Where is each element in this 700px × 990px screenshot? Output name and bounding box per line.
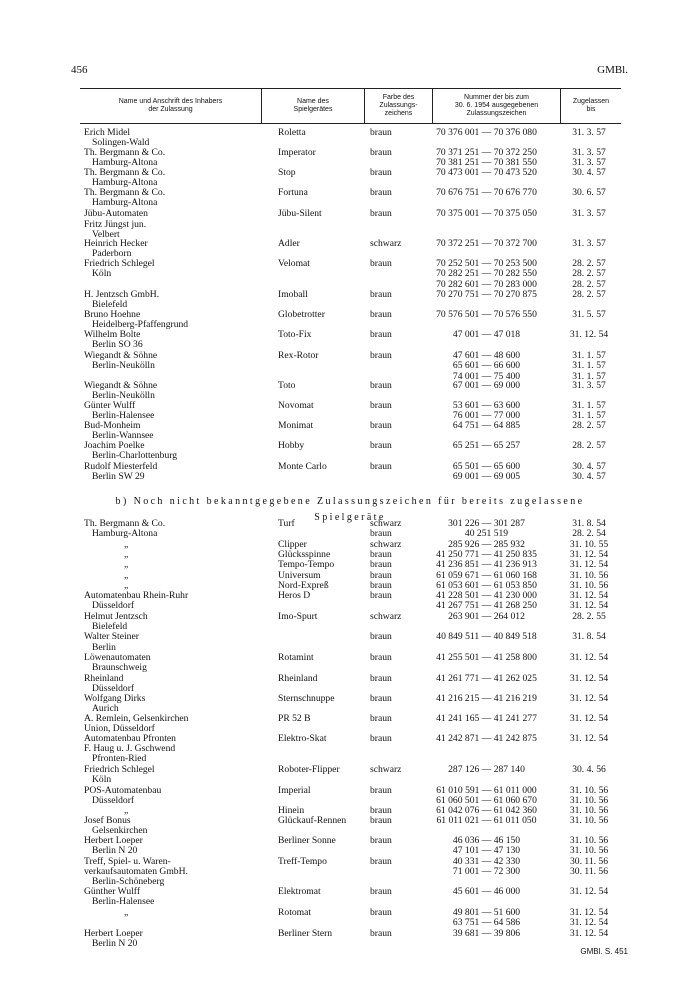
badge-color: braun	[370, 400, 392, 411]
badge-color: braun	[370, 673, 392, 684]
holder-address: Gelsenkirchen	[92, 825, 148, 836]
badge-color: braun	[370, 713, 392, 724]
badge-color: braun	[370, 208, 392, 219]
journal-abbreviation: GMBl.	[597, 64, 628, 76]
device-name: Fortuna	[278, 187, 308, 198]
holder-address: Berlin N 20	[92, 938, 138, 949]
device-name: Stop	[278, 167, 296, 178]
badge-color: braun	[370, 928, 392, 939]
valid-until: 31. 5. 57	[572, 309, 606, 320]
badge-color: braun	[370, 559, 392, 570]
device-name: PR 52 B	[278, 713, 311, 724]
badge-numbers: 70 375 001 — 70 375 050	[436, 208, 537, 219]
valid-until: 31. 3. 57	[572, 147, 606, 158]
valid-until: 30. 4. 56	[572, 764, 606, 775]
valid-until: 30. 6. 57	[572, 187, 606, 198]
device-name: Universum	[278, 570, 321, 581]
ditto-mark: „	[124, 570, 129, 581]
holder-name: F. Haug u. J. Gschwend	[84, 743, 176, 754]
badge-numbers: 65 501 — 65 600	[452, 461, 521, 472]
valid-until: 31. 12. 54	[569, 549, 609, 560]
badge-color: schwarz	[370, 764, 402, 775]
valid-until: 31. 3. 57	[572, 127, 606, 138]
valid-until: 31. 3. 57	[572, 238, 606, 249]
badge-numbers: 41 261 771 — 41 262 025	[436, 673, 537, 684]
holder-name: Th. Bergmann & Co.	[84, 167, 166, 178]
holder-address: Hamburg-Altona	[92, 177, 158, 188]
holder-name: Herbert Loeper	[84, 928, 143, 939]
badge-numbers: 41 267 751 — 41 268 250	[436, 600, 537, 611]
page-number: 456	[71, 64, 88, 76]
badge-numbers: 64 751 — 64 885	[452, 420, 521, 431]
device-name: Rotamint	[278, 652, 314, 663]
valid-until: 31. 12. 54	[569, 652, 609, 663]
ditto-mark: „	[124, 805, 129, 816]
badge-color: braun	[370, 549, 392, 560]
badge-numbers: 47 601 — 48 600	[452, 350, 521, 361]
valid-until: 31. 1. 57	[572, 350, 606, 361]
holder-address: Berlin SO 36	[92, 339, 143, 350]
device-name: Rex-Rotor	[278, 350, 319, 361]
valid-until: 31. 10. 56	[569, 580, 609, 591]
holder-name: Wilhelm Bolte	[84, 329, 141, 340]
holder-address: Düsseldorf	[92, 600, 135, 611]
badge-numbers: 61 011 021 — 61 011 050	[436, 815, 537, 826]
badge-numbers: 70 252 501 — 70 253 500	[436, 258, 537, 269]
badge-numbers: 41 216 215 — 41 216 219	[436, 693, 537, 704]
holder-name: Rudolf Miesterfeld	[84, 461, 158, 472]
badge-numbers: 47 001 — 47 018	[452, 329, 521, 340]
device-name: Velomat	[278, 258, 310, 269]
device-name: Monte Carlo	[278, 461, 327, 472]
device-name: Sternschnuppe	[278, 693, 335, 704]
badge-color: braun	[370, 258, 392, 269]
badge-numbers: 70 372 251 — 70 372 700	[436, 238, 537, 249]
badge-color: braun	[370, 785, 392, 796]
valid-until: 28. 2. 57	[572, 420, 606, 431]
badge-numbers: 65 251 — 65 257	[452, 440, 521, 451]
valid-until: 31. 10. 56	[569, 815, 609, 826]
device-name: Elektromat	[278, 886, 321, 897]
valid-until: 31. 12. 54	[569, 907, 609, 918]
valid-until: 31. 10. 56	[569, 785, 609, 796]
holder-address: Berlin-Halensee	[92, 410, 155, 421]
badge-color: braun	[370, 570, 392, 581]
table-header	[80, 88, 621, 124]
valid-until: 28. 2. 57	[572, 268, 606, 279]
holder-address: Bielefeld	[92, 621, 128, 632]
valid-until: 31. 3. 57	[572, 157, 606, 168]
holder-name: Herbert Loeper	[84, 835, 143, 846]
badge-numbers: 61 059 671 — 61 060 168	[436, 570, 537, 581]
holder-name: Friedrich Schlegel	[84, 258, 155, 269]
valid-until: 31. 3. 57	[572, 380, 606, 391]
holder-address: Velbert	[92, 229, 120, 240]
holder-name: Jübu-Automaten	[84, 208, 148, 219]
badge-numbers: 41 241 165 — 41 241 277	[436, 713, 537, 724]
valid-until: 30. 11. 56	[569, 856, 609, 867]
holder-name: verkaufsautomaten GmbH.	[84, 866, 188, 877]
holder-address: Aurich	[92, 703, 119, 714]
valid-until: 31. 12. 54	[569, 928, 609, 939]
badge-color: braun	[370, 187, 392, 198]
holder-address: Berlin-Halensee	[92, 896, 155, 907]
badge-color: schwarz	[370, 518, 402, 529]
valid-until: 31. 12. 54	[569, 693, 609, 704]
badge-numbers: 70 473 001 — 70 473 520	[436, 167, 537, 178]
device-name: Tempo-Tempo	[278, 559, 335, 570]
badge-numbers: 70 371 251 — 70 372 250	[436, 147, 537, 158]
badge-color: schwarz	[370, 238, 402, 249]
device-name: Treff-Tempo	[278, 856, 327, 867]
badge-numbers: 53 601 — 63 600	[452, 400, 521, 411]
badge-color: braun	[370, 580, 392, 591]
badge-numbers: 71 001 — 72 300	[452, 866, 521, 877]
device-name: Roboter-Flipper	[278, 764, 340, 775]
device-name: Globetrotter	[278, 309, 325, 320]
badge-color: braun	[370, 835, 392, 846]
holder-name: Heinrich Hecker	[84, 238, 148, 249]
holder-name: Friedrich Schlegel	[84, 764, 155, 775]
holder-address: Köln	[92, 774, 112, 785]
holder-name: Rheinland	[84, 673, 124, 684]
holder-address: Bielefeld	[92, 299, 128, 310]
valid-until: 31. 12. 54	[569, 600, 609, 611]
valid-until: 31. 10. 56	[569, 805, 609, 816]
badge-numbers: 46 036 — 46 150	[452, 835, 521, 846]
holder-address: Heidelberg-Pfaffengrund	[92, 319, 189, 330]
holder-address: Düsseldorf	[92, 683, 135, 694]
device-name: Glücksspinne	[278, 549, 331, 560]
device-name: Toto-Fix	[278, 329, 312, 340]
holder-name: A. Remlein, Gelsenkirchen	[84, 713, 189, 724]
holder-name: Günther Wulff	[84, 886, 141, 897]
badge-numbers: 263 901 — 264 012	[448, 611, 525, 622]
badge-color: braun	[370, 289, 392, 300]
holder-address: Düsseldorf	[92, 795, 135, 806]
valid-until: 28. 2. 57	[572, 279, 606, 290]
header-valid-until: Zugelassen bis	[560, 89, 621, 123]
badge-color: braun	[370, 886, 392, 897]
holder-address: Berlin-Neukölln	[92, 390, 155, 401]
badge-numbers: 301 226 — 301 287	[448, 518, 525, 529]
ditto-mark: „	[124, 580, 129, 591]
device-name: Berliner Stern	[278, 928, 333, 939]
device-name: Imo-Spurt	[278, 611, 318, 622]
badge-numbers: 41 228 501 — 41 230 000	[436, 590, 537, 601]
badge-color: braun	[370, 420, 392, 431]
device-name: Clipper	[278, 539, 307, 550]
badge-numbers: 61 010 591 — 61 011 000	[436, 785, 537, 796]
badge-numbers: 45 601 — 46 000	[452, 886, 521, 897]
device-name: Hobby	[278, 440, 305, 451]
page-footer: GMBl. S. 451	[580, 947, 628, 956]
valid-until: 31. 12. 54	[569, 733, 609, 744]
badge-color: braun	[370, 528, 392, 539]
holder-name: Günter Wulff	[84, 400, 136, 411]
valid-until: 31. 12. 54	[569, 329, 609, 340]
badge-color: braun	[370, 440, 392, 451]
badge-numbers: 61 042 076 — 61 042 360	[436, 805, 537, 816]
badge-numbers: 67 001 — 69 000	[452, 380, 521, 391]
badge-numbers: 70 381 251 — 70 381 550	[436, 157, 537, 168]
holder-address: Hamburg-Altona	[92, 197, 158, 208]
holder-name: Wiegandt & Söhne	[84, 380, 158, 391]
badge-numbers: 285 926 — 285 932	[448, 539, 525, 550]
badge-color: braun	[370, 461, 392, 472]
holder-address: Paderborn	[92, 248, 132, 259]
badge-numbers: 70 676 751 — 70 676 770	[436, 187, 537, 198]
valid-until: 31. 12. 54	[569, 559, 609, 570]
badge-numbers: 65 601 — 66 600	[452, 360, 521, 371]
device-name: Hinein	[278, 805, 305, 816]
holder-name: Fritz Jüngst jun.	[84, 219, 147, 230]
badge-color: braun	[370, 733, 392, 744]
device-name: Heros D	[278, 590, 311, 601]
table-row	[0, 471, 700, 483]
badge-color: braun	[370, 815, 392, 826]
badge-color: braun	[370, 329, 392, 340]
valid-until: 31. 12. 54	[569, 590, 609, 601]
holder-address: Braunschweig	[92, 662, 147, 673]
badge-color: braun	[370, 907, 392, 918]
badge-color: braun	[370, 631, 392, 642]
holder-name: Erich Midel	[84, 127, 131, 138]
holder-address: Hamburg-Altona	[92, 157, 158, 168]
device-name: Rheinland	[278, 673, 318, 684]
valid-until: 28. 2. 57	[572, 440, 606, 451]
valid-until: 31. 1. 57	[572, 400, 606, 411]
header-numbers: Nummer der bis zum 30. 6. 1954 ausgegebenen Zulassungszeichen	[432, 89, 560, 123]
holder-name: Th. Bergmann & Co.	[84, 518, 166, 529]
valid-until: 31. 12. 54	[569, 673, 609, 684]
valid-until: 31. 12. 54	[569, 886, 609, 897]
badge-numbers: 39 681 — 39 806	[452, 928, 521, 939]
badge-color: braun	[370, 380, 392, 391]
badge-numbers: 74 001 — 75 400	[452, 371, 521, 382]
badge-numbers: 70 376 001 — 70 376 080	[436, 127, 537, 138]
holder-name: Union, Düsseldorf	[84, 723, 155, 734]
badge-numbers: 70 576 501 — 70 576 550	[436, 309, 537, 320]
device-name: Adler	[278, 238, 300, 249]
badge-numbers: 41 236 851 — 41 236 913	[436, 559, 537, 570]
ditto-mark: „	[124, 559, 129, 570]
valid-until: 28. 2. 54	[572, 528, 606, 539]
holder-name: Bud-Monheim	[84, 420, 141, 431]
holder-name: Wolfgang Dirks	[84, 693, 146, 704]
holder-name: Joachim Poelke	[84, 440, 145, 451]
holder-name: Automatenbau Rhein-Ruhr	[84, 590, 189, 601]
badge-numbers: 70 282 601 — 70 283 000	[436, 279, 537, 290]
holder-name: Löwenautomaten	[84, 652, 151, 663]
holder-name: H. Jentzsch GmbH.	[84, 289, 160, 300]
holder-address: Pfronten-Ried	[92, 753, 147, 764]
device-name: Jübu-Silent	[278, 208, 322, 219]
holder-address: Hamburg-Altona	[92, 528, 158, 539]
badge-numbers: 49 801 — 51 600	[452, 907, 521, 918]
valid-until: 31. 10. 56	[569, 570, 609, 581]
holder-address: Berlin-Wannsee	[92, 430, 154, 441]
device-name: Imperator	[278, 147, 316, 158]
holder-name: Helmut Jentzsch	[84, 611, 148, 622]
valid-until: 30. 4. 57	[572, 461, 606, 472]
badge-numbers: 70 270 751 — 70 270 875	[436, 289, 537, 300]
section-heading-b: b) Noch nicht bekanntgegebene Zulassungszeichen für bereits zugelassene Spielgeräte	[115, 496, 585, 523]
holder-address: Berlin-Schöneberg	[92, 876, 165, 887]
valid-until: 31. 8. 54	[572, 518, 606, 529]
holder-address: Solingen-Wald	[92, 137, 150, 148]
device-name: Monimat	[278, 420, 314, 431]
badge-color: braun	[370, 127, 392, 138]
valid-until: 28. 2. 57	[572, 289, 606, 300]
holder-address: Berlin	[92, 642, 116, 653]
badge-numbers: 41 250 771 — 41 250 835	[436, 549, 537, 560]
valid-until: 31. 10. 55	[569, 539, 609, 550]
badge-numbers: 40 849 511 — 40 849 518	[436, 631, 537, 642]
badge-color: braun	[370, 856, 392, 867]
holder-name: Th. Bergmann & Co.	[84, 187, 166, 198]
badge-color: schwarz	[370, 611, 402, 622]
badge-numbers: 61 053 601 — 61 053 850	[436, 580, 537, 591]
badge-color: braun	[370, 147, 392, 158]
valid-until: 31. 1. 57	[572, 410, 606, 421]
holder-name: Automatenbau Pfronten	[84, 733, 176, 744]
valid-until: 31. 1. 57	[572, 371, 606, 382]
device-name: Elektro-Skat	[278, 733, 327, 744]
device-name: Novomat	[278, 400, 314, 411]
device-name: Nord-Expreß	[278, 580, 329, 591]
ditto-mark: „	[124, 907, 129, 918]
device-name: Imperial	[278, 785, 311, 796]
valid-until: 31. 10. 56	[569, 835, 609, 846]
badge-color: braun	[370, 167, 392, 178]
valid-until: 28. 2. 57	[572, 258, 606, 269]
badge-color: braun	[370, 309, 392, 320]
holder-name: Bruno Hoehne	[84, 309, 141, 320]
device-name: Berliner Sonne	[278, 835, 336, 846]
valid-until: 28. 2. 55	[572, 611, 606, 622]
device-name: Roletta	[278, 127, 306, 138]
valid-until: 31. 12. 54	[569, 917, 609, 928]
badge-color: braun	[370, 805, 392, 816]
holder-name: Wiegandt & Söhne	[84, 350, 158, 361]
valid-until: 31. 10. 56	[569, 795, 609, 806]
device-name: Rotomat	[278, 907, 312, 918]
ditto-mark: „	[124, 539, 129, 550]
badge-numbers: 287 126 — 287 140	[448, 764, 525, 775]
device-name: Glückauf-Rennen	[278, 815, 347, 826]
badge-numbers: 70 282 251 — 70 282 550	[436, 268, 537, 279]
valid-until: 31. 10. 56	[569, 845, 609, 856]
header-color: Farbe des Zulassungs- zeichens	[364, 89, 432, 123]
holder-name: Treff, Spiel- u. Waren-	[84, 856, 171, 867]
device-name: Turf	[278, 518, 295, 529]
badge-color: braun	[370, 693, 392, 704]
valid-until: 31. 12. 54	[569, 713, 609, 724]
badge-numbers: 40 331 — 42 330	[452, 856, 521, 867]
badge-numbers: 69 001 — 69 005	[452, 471, 521, 482]
device-name: Toto	[278, 380, 296, 391]
valid-until: 31. 8. 54	[572, 631, 606, 642]
ditto-mark: „	[124, 549, 129, 560]
holder-address: Köln	[92, 268, 112, 279]
badge-numbers: 47 101 — 47 130	[452, 845, 521, 856]
badge-color: schwarz	[370, 539, 402, 550]
holder-name: Th. Bergmann & Co.	[84, 147, 166, 158]
valid-until: 30. 4. 57	[572, 471, 606, 482]
badge-color: braun	[370, 652, 392, 663]
header-device-name: Name des Spielgerätes	[261, 89, 364, 123]
badge-numbers: 61 060 501 — 61 060 670	[436, 795, 537, 806]
holder-address: Berlin N 20	[92, 845, 138, 856]
badge-color: braun	[370, 590, 392, 601]
holder-address: Berlin SW 29	[92, 471, 145, 482]
valid-until: 30. 4. 57	[572, 167, 606, 178]
holder-address: Berlin-Charlottenburg	[92, 450, 178, 461]
device-name: Imoball	[278, 289, 308, 300]
badge-numbers: 40 251 519	[464, 528, 509, 539]
header-holder: Name und Anschrift des Inhabers der Zulassung	[118, 98, 223, 113]
badge-numbers: 41 242 871 — 41 242 875	[436, 733, 537, 744]
badge-numbers: 76 001 — 77 000	[452, 410, 521, 421]
holder-name: Josef Bonus	[84, 815, 131, 826]
valid-until: 31. 1. 57	[572, 360, 606, 371]
holder-name: Walter Steiner	[84, 631, 139, 642]
holder-address: Berlin-Neukölln	[92, 360, 155, 371]
badge-numbers: 63 751 — 64 586	[452, 917, 521, 928]
valid-until: 31. 3. 57	[572, 208, 606, 219]
valid-until: 30. 11. 56	[569, 866, 609, 877]
holder-name: POS-Automatenbau	[84, 785, 162, 796]
badge-color: braun	[370, 350, 392, 361]
badge-numbers: 41 255 501 — 41 258 800	[436, 652, 537, 663]
